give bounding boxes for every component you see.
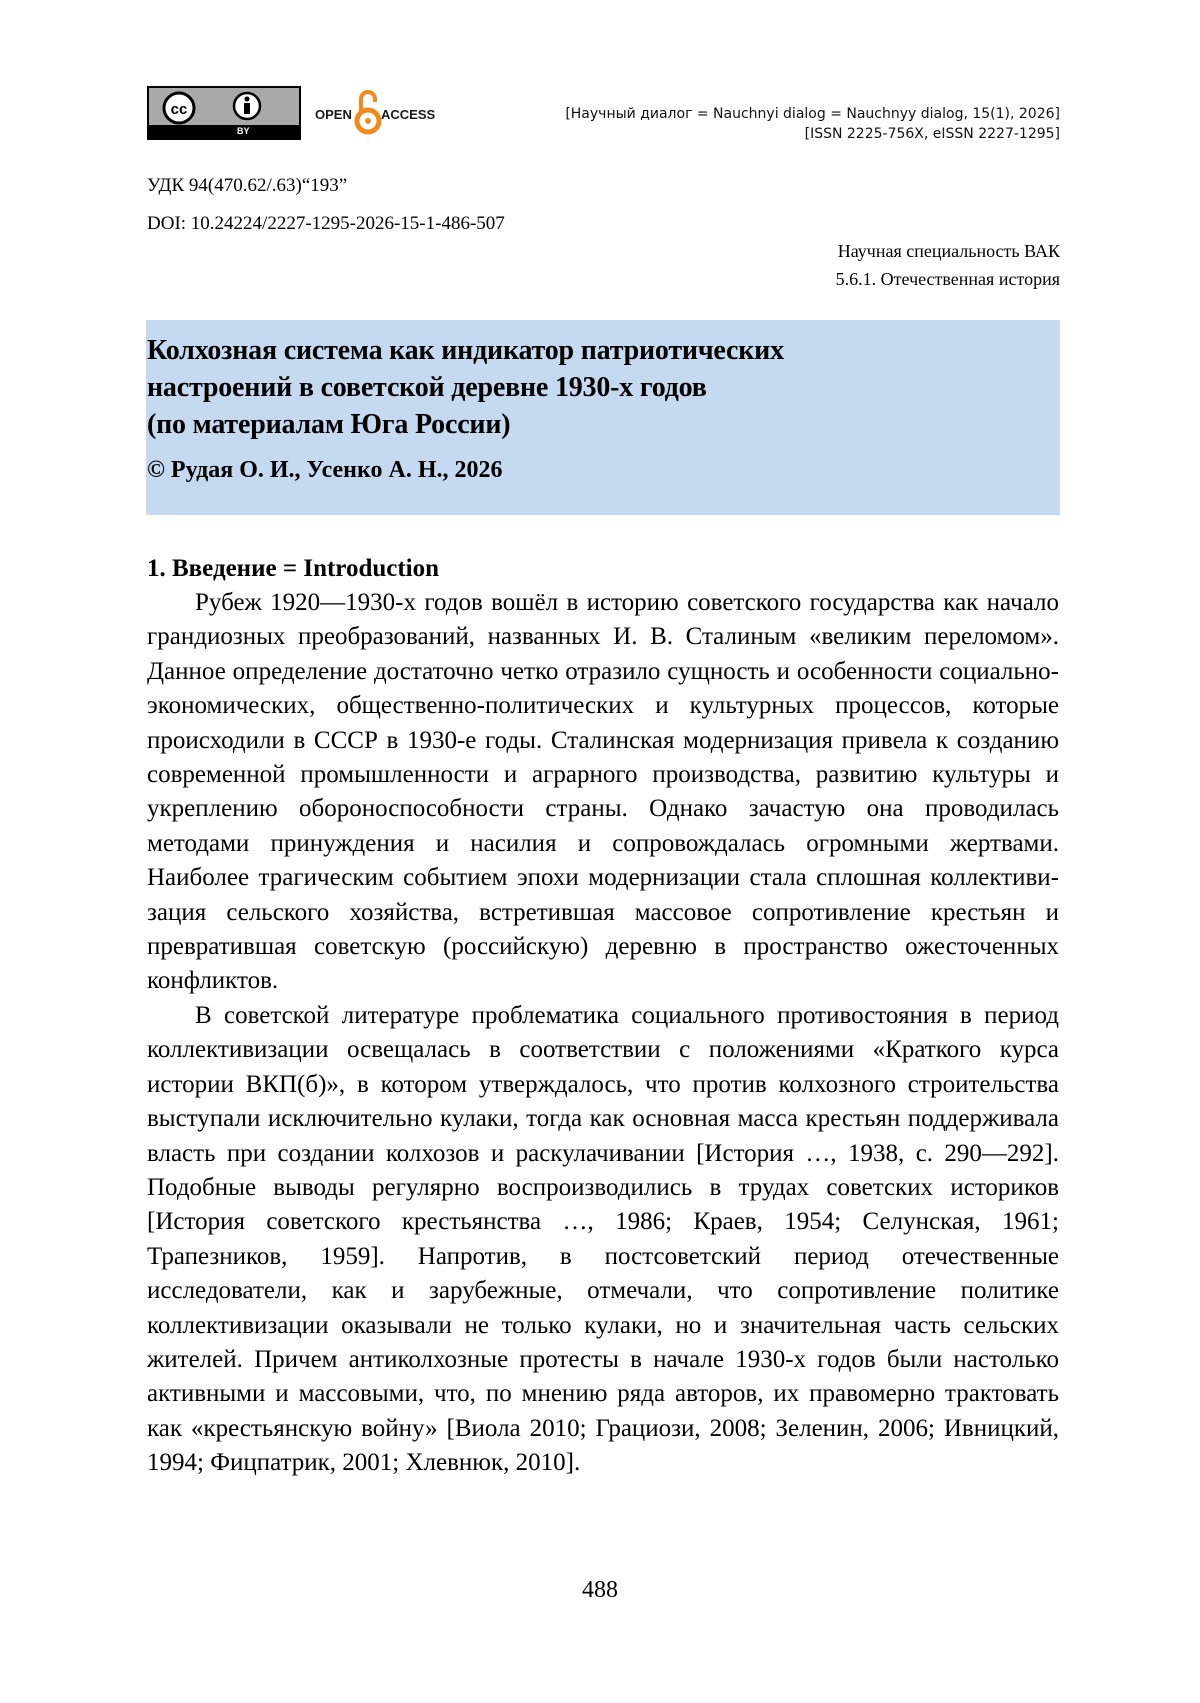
open-access-text-access: ACCESS (381, 107, 436, 122)
article-body (147, 552, 1059, 1481)
doi[interactable]: DOI: 10.24224/2227-1295-2026-15-1-486-507 (147, 213, 505, 234)
journal-issn: [ISSN 2225-756X, eISSN 2227-1295] (804, 126, 1060, 142)
journal-reference (565, 104, 1060, 144)
open-access-logo (315, 87, 455, 139)
license-label: BY (237, 126, 250, 136)
open-access-text-open: OPEN (315, 107, 352, 122)
vak-specialty-label: Научная специальность ВАК (837, 241, 1060, 261)
cc-icon (149, 88, 299, 125)
open-lock-icon (353, 87, 383, 139)
article-authors: © Рудая О. И., Усенко А. Н., 2026 (147, 457, 503, 483)
udc-code: УДК 94(470.62/.63)“193” (147, 175, 348, 196)
attribution-person-icon (227, 88, 267, 125)
article-title-line: Колхозная система как индикатор патриотических (147, 335, 784, 366)
vak-specialty (836, 237, 1060, 293)
vak-specialty-code: 5.6.1. Отечественная история (835, 269, 1060, 289)
body-paragraph: Рубеж 1920—1930-х годов вошёл в историю советского государства как начало грандиозных преобразований, названных И. В. Сталиным «великим переломом». Данное определение достаточно четко отразило сущность и особенности социально-экономических, общественно-политических и культурных процессов, которые происходили в СССР в 1930-е годы. Сталинская модернизация привела к созданию современной промышленности и аграрного производства, развитию культуры и укреплению обороноспособности страны. Однако зачастую она проводилась методами принуждения и насилия и сопровождалась огромными жертвами. Наиболее трагическим событием эпохи модернизации стала сплошная коллективизация сельского хозяйства, встретившая массовое сопротивление крестьян и превратившая советскую (российскую) деревню в пространство ожесточенных конфликтов. (147, 589, 1059, 995)
svg-text:cc: cc (170, 101, 188, 118)
cc-by-license-badge (147, 86, 301, 140)
article-title-line: настроений в советской деревне 1930-х годов (147, 372, 707, 403)
section-heading: 1. Введение = Introduction (147, 555, 440, 582)
article-title-block (146, 320, 1060, 515)
page-number: 488 (582, 1577, 618, 1603)
article-title-line: (по материалам Юга России) (147, 409, 511, 440)
journal-citation: [Научный диалог = Nauchnyi dialog = Nauchnyy dialog, 15(1), 2026] (565, 106, 1060, 122)
body-paragraph: В советской литературе проблематика социального противостояния в период коллективизации освещалась в соответствии с положениями «Краткого курса истории ВКП(б)», в котором утверждалось, что против колхозного строительства выступали исключительно кулаки, тогда как основная масса крестьян поддерживала власть при создании колхозов и раскулачивании [История …, 1938, с. 290—292]. Подобные выводы регулярно воспроизводились в трудах советских историков [История советского крестьянства …, 1986; Краев, 1954; Селунская, 1961; Трапезников, 1959]. Напротив, в постсоветский период отечественные исследователи, как и зарубежные, отмечали, что сопротивление политике коллективизации оказывали не только кулаки, но и значительная часть сельских жителей. Причем антиколхозные протесты в начале 1930-х годов были настолько активными и массовыми, что, по мнению ряда авторов, их правомерно трактовать как «крестьянскую войну» [Виола 2010; Грациози, 2008; Зеленин, 2006; Ивницкий, 1994; Фицпатрик, 2001; Хлевнюк, 2010]. (147, 1001, 1059, 1477)
